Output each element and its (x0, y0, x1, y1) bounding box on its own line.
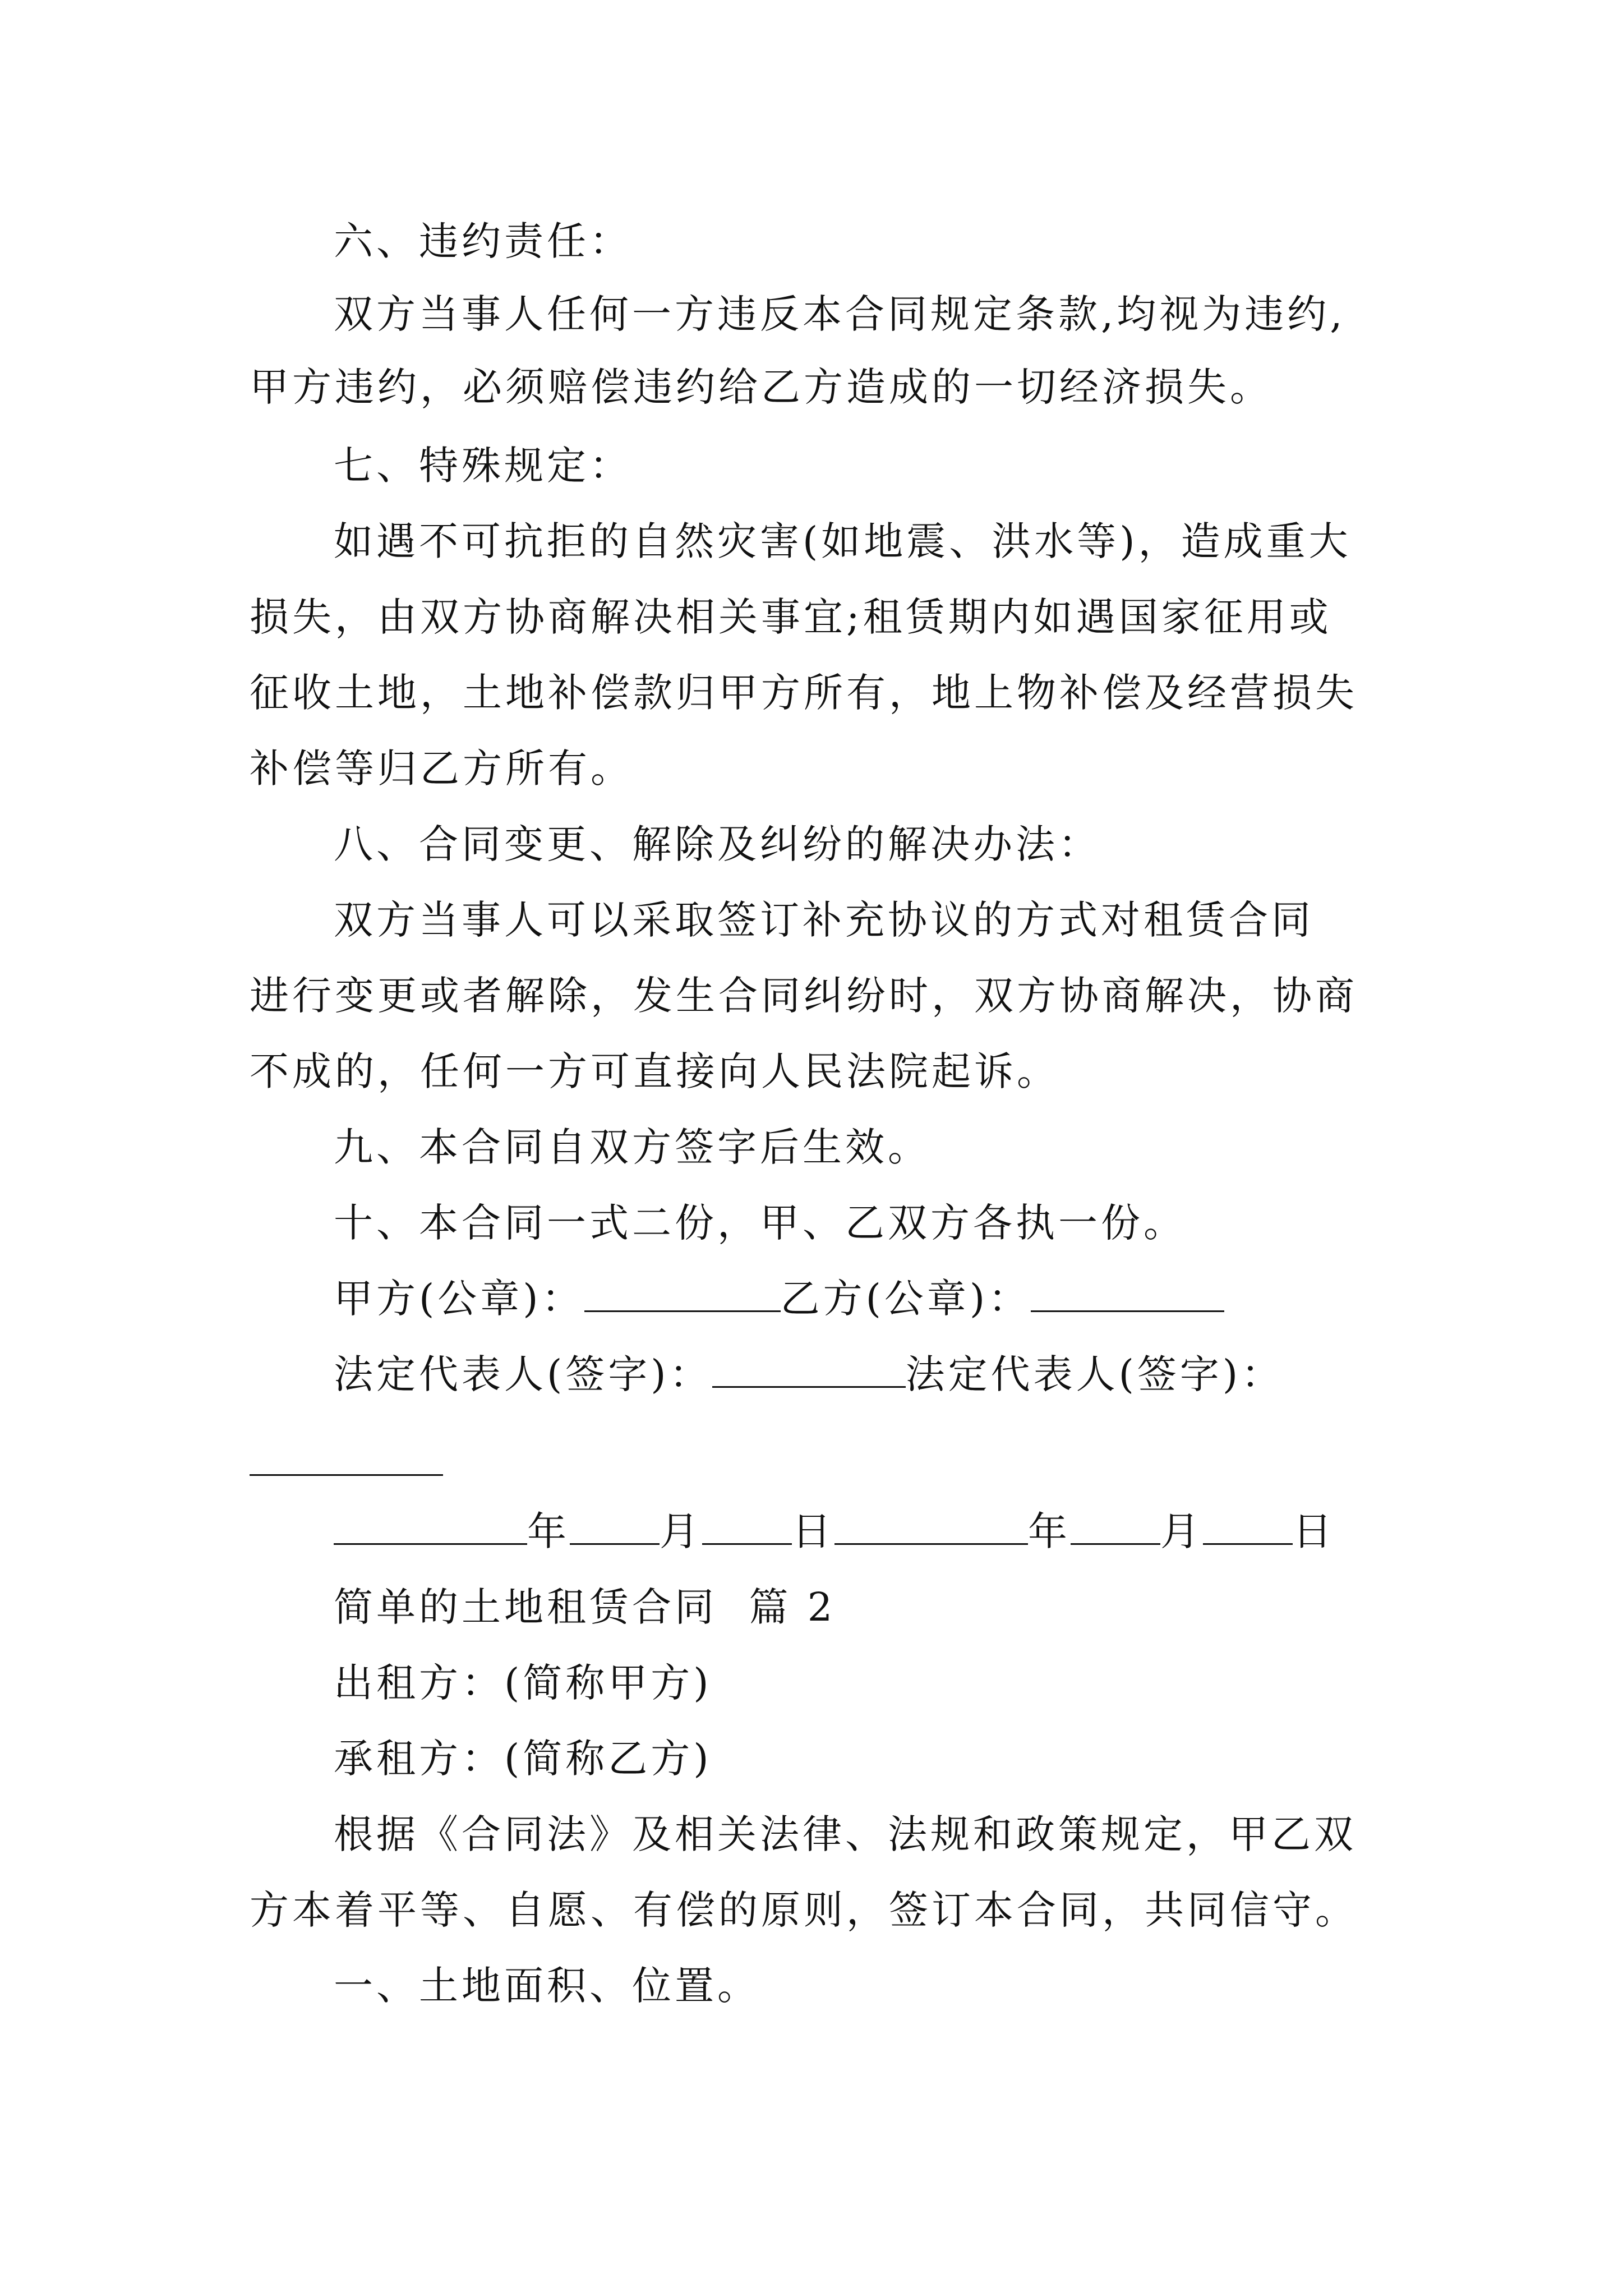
section-1-heading: 一、土地面积、位置。 (334, 1963, 760, 2009)
lessee-line: 承租方：(简称乙方) (334, 1736, 712, 1782)
seal-line (334, 1271, 1224, 1327)
date-a-month-blank (570, 1510, 660, 1545)
section-6-body-line-2: 甲方违约，必须赔偿违约给乙方造成的一切经济损失。 (250, 364, 1272, 410)
preamble-line-1: 根据《合同法》及相关法律、法规和政策规定，甲乙双 (334, 1811, 1357, 1857)
date-a-year-blank (334, 1510, 527, 1545)
section-7-body-line-1: 如遇不可抗拒的自然灾害(如地震、洪水等)，造成重大 (334, 518, 1352, 564)
section-title-2: 简单的土地租赁合同 篇 2 (334, 1584, 836, 1630)
date-a-day-label: 日 (792, 1508, 834, 1554)
rep-a-blank (712, 1352, 906, 1388)
section-7-body-line-4: 补偿等归乙方所有。 (250, 746, 633, 792)
date-b-year-label: 年 (1028, 1508, 1071, 1554)
section-9: 九、本合同自双方签字后生效。 (334, 1124, 930, 1170)
section-8-body-line-3: 不成的，任何一方可直接向人民法院起诉。 (250, 1048, 1059, 1094)
date-b-month-blank (1071, 1510, 1160, 1545)
date-b-day-blank (1203, 1510, 1293, 1545)
party-b-seal-label: 乙方(公章)： (780, 1276, 1031, 1322)
party-a-seal-blank (584, 1277, 781, 1312)
date-b-year-blank (834, 1510, 1028, 1545)
rep-b-blank (250, 1474, 443, 1476)
date-a-day-blank (702, 1510, 792, 1545)
preamble-line-2: 方本着平等、自愿、有偿的原则，签订本合同，共同信守。 (250, 1887, 1358, 1933)
section-7-body-line-2: 损失，由双方协商解决相关事宜;租赁期内如遇国家征用或 (250, 594, 1332, 640)
representative-line (334, 1346, 1284, 1402)
date-a-year-label: 年 (527, 1508, 570, 1554)
rep-a-label: 法定代表人(签字)： (334, 1351, 712, 1397)
section-8-body-line-1: 双方当事人可以采取签订补充协议的方式对租赁合同 (334, 897, 1314, 943)
section-7-heading: 七、特殊规定： (334, 443, 632, 489)
section-8-heading: 八、合同变更、解除及纠纷的解决办法： (334, 821, 1101, 867)
date-b-month-label: 月 (1160, 1508, 1203, 1554)
party-a-seal-label: 甲方(公章)： (334, 1276, 584, 1322)
section-10: 十、本合同一式二份，甲、乙双方各执一份。 (334, 1200, 1186, 1246)
date-b-day-label: 日 (1293, 1508, 1335, 1554)
section-7-body-line-3: 征收土地，土地补偿款归甲方所有，地上物补偿及经营损失 (250, 670, 1358, 716)
date-a-month-label: 月 (660, 1508, 702, 1554)
date-line (334, 1503, 1335, 1559)
party-b-seal-blank (1031, 1277, 1224, 1312)
rep-b-label: 法定代表人(签字)： (905, 1351, 1284, 1397)
section-6-body-line-1: 双方当事人任何一方违反本合同规定条款,均视为违约, (334, 291, 1346, 337)
section-6-heading: 六、违约责任： (334, 218, 632, 264)
section-8-body-line-2: 进行变更或者解除，发生合同纠纷时，双方协商解决，协商 (250, 973, 1358, 1019)
lessor-line: 出租方：(简称甲方) (334, 1660, 712, 1706)
